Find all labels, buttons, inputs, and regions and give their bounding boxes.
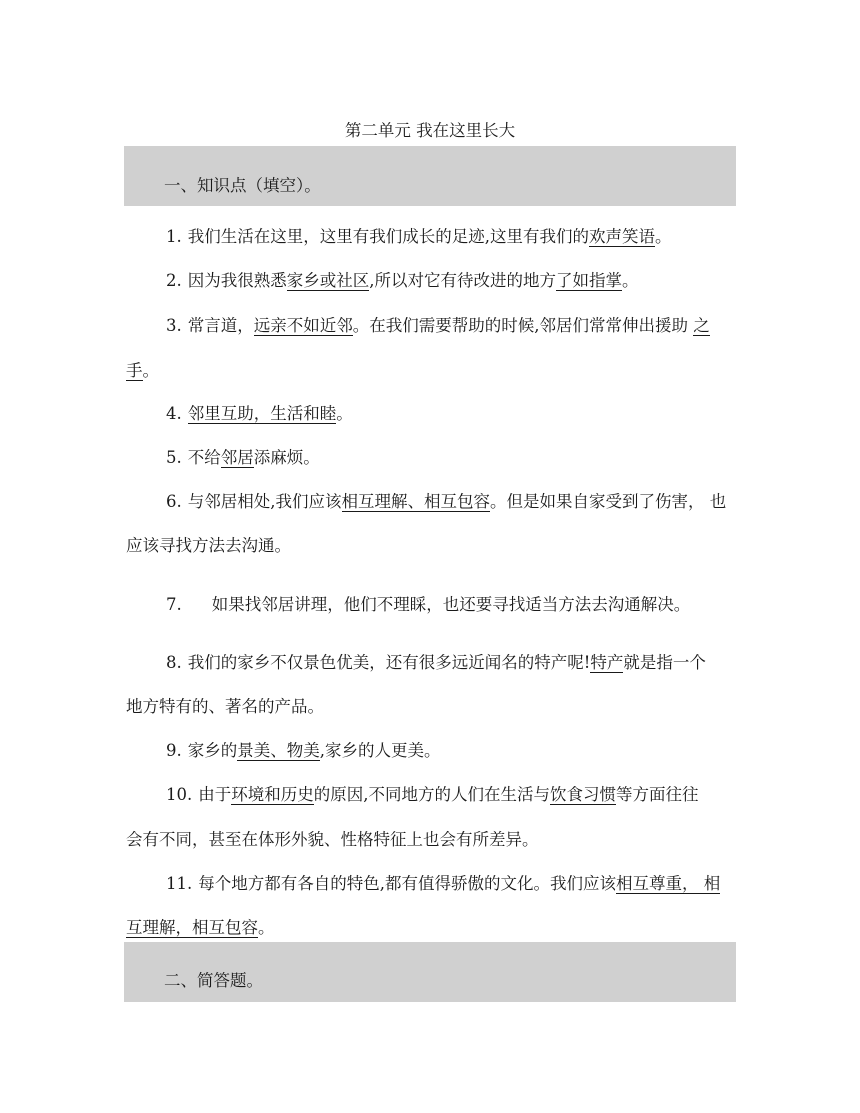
item-text: 。 <box>142 361 159 380</box>
item-number: 2. <box>166 271 182 290</box>
item-text: 。在我们需要帮助的时候,邻居们常常伸出援助 <box>352 316 694 335</box>
list-item <box>166 226 672 248</box>
item-text: ,家乡的人更美。 <box>319 741 441 760</box>
item-text: 如果找邻居讲理，他们不理睬，也还要寻找适当方法去沟通解决。 <box>211 595 691 614</box>
item-text: ,所以对它有待改进的地方 <box>369 271 556 290</box>
list-item <box>166 873 720 895</box>
answer-blank: 互理解，相互包容 <box>126 918 258 937</box>
section-heading: 二、简答题。 <box>164 971 263 990</box>
item-text: 。 <box>655 227 672 246</box>
item-number: 10. <box>166 785 193 804</box>
answer-blank: 了如指掌 <box>556 271 622 290</box>
item-text: 就是指一个 <box>623 653 706 672</box>
list-item <box>166 270 639 292</box>
list-item <box>166 403 353 425</box>
item-number: 5. <box>166 448 182 467</box>
list-item <box>166 594 690 616</box>
item-number: 11. <box>166 874 193 893</box>
item-number: 1. <box>166 227 182 246</box>
answer-blank: 相互理解、相互包容 <box>341 492 490 511</box>
item-number: 4. <box>166 404 182 423</box>
answer-blank: 特产 <box>590 653 624 672</box>
item-text: 。 <box>258 918 275 937</box>
item-text: 。 <box>336 404 353 423</box>
list-item <box>166 447 320 469</box>
page-title: 第二单元 我在这里长大 <box>344 121 516 140</box>
answer-blank: 邻居 <box>220 448 254 467</box>
answer-blank: 邻里互助，生活和睦 <box>187 404 337 423</box>
answer-blank: 之 <box>693 316 710 335</box>
item-number: 6. <box>166 492 182 511</box>
item-text: 会有不同，甚至在体形外貌、性格特征上也会有所差异。 <box>126 830 539 849</box>
list-item <box>166 784 699 806</box>
item-text: 家乡的 <box>187 741 238 760</box>
answer-blank: 饮食习惯 <box>550 785 616 804</box>
item-text: 因为我很熟悉 <box>187 271 287 290</box>
item-number: 8. <box>166 653 182 672</box>
item-text: 常言道， <box>187 316 254 335</box>
answer-blank: 相互尊重， 相 <box>616 874 721 893</box>
item-text: 与邻居相处,我们应该 <box>187 492 342 511</box>
item-text: 不给 <box>187 448 221 467</box>
item-text: 添麻烦。 <box>253 448 320 467</box>
item-text: 我们生活在这里，这里有我们成长的足迹,这里有我们的 <box>187 227 589 246</box>
list-item-continuation <box>126 360 159 382</box>
list-item <box>166 491 726 513</box>
item-text: 由于 <box>198 785 232 804</box>
item-text: 。 <box>622 271 639 290</box>
section-header-band <box>124 942 736 1002</box>
item-text: 每个地方都有各自的特色,都有值得骄傲的文化。我们应该 <box>198 874 616 893</box>
section-header-band <box>124 146 736 206</box>
list-item-continuation <box>126 696 324 718</box>
item-text: 的原因,不同地方的人们在生活与 <box>313 785 550 804</box>
answer-blank: 手 <box>126 361 143 380</box>
item-number: 9. <box>166 741 182 760</box>
item-text: 应该寻找方法去沟通。 <box>126 536 291 555</box>
list-item <box>166 740 441 762</box>
item-number: 3. <box>166 316 182 335</box>
item-text: 。但是如果自家受到了伤害， 也 <box>490 492 727 511</box>
answer-blank: 景美、物美 <box>237 741 320 760</box>
answer-blank: 家乡或社区 <box>286 271 370 290</box>
section-heading: 一、知识点（填空）。 <box>164 176 321 195</box>
item-text: 等方面往往 <box>616 785 699 804</box>
list-item-continuation <box>126 535 291 557</box>
answer-blank: 远亲不如近邻 <box>253 316 353 335</box>
item-text: 地方特有的、著名的产品。 <box>126 697 324 716</box>
list-item-continuation <box>126 829 539 851</box>
answer-blank: 环境和历史 <box>231 785 314 804</box>
answer-blank: 欢声笑语 <box>589 227 655 246</box>
list-item <box>166 652 706 674</box>
item-number: 7. <box>166 595 182 614</box>
list-item-continuation <box>126 917 275 939</box>
list-item <box>166 315 710 337</box>
item-text: 我们的家乡不仅景色优美，还有很多远近闻名的特产呢! <box>187 653 591 672</box>
